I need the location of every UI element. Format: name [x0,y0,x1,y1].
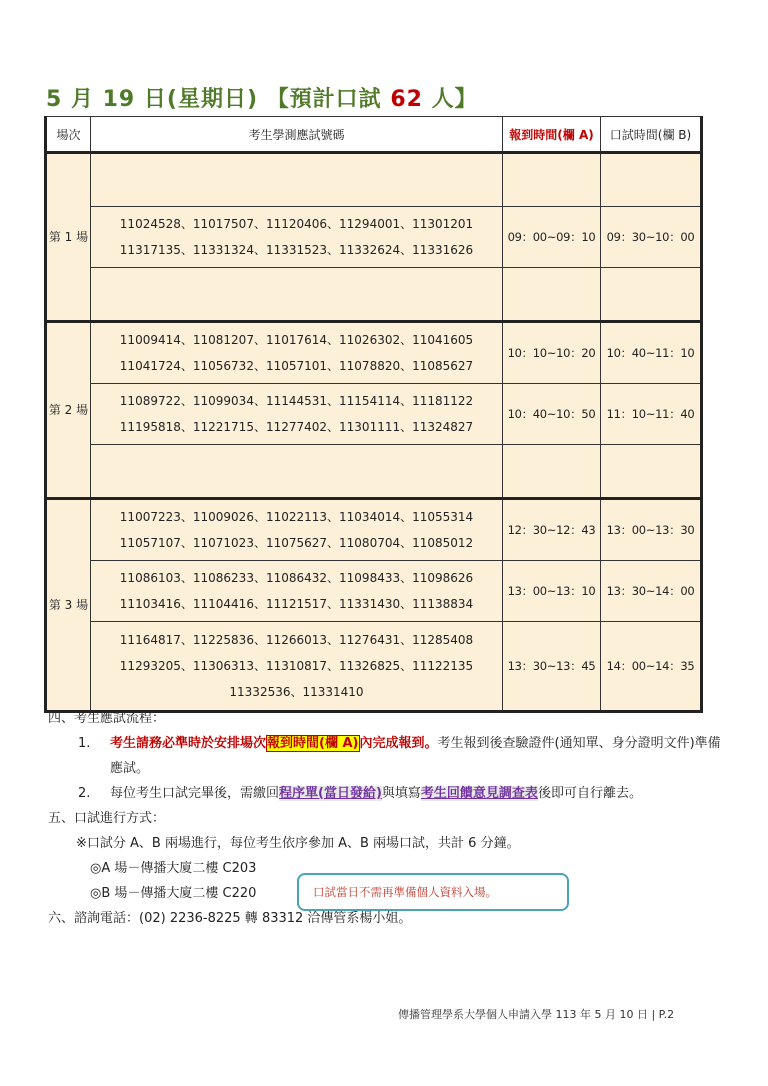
exam-ids-cell [91,268,503,322]
interview-time-cell [601,153,702,207]
exam-ids-cell [91,322,503,384]
exam-ids-line: 11007223、11009026、11022113、11034014、11055314 [119,510,474,524]
checkin-time-cell: 13：30~13：45 [503,622,601,712]
exam-ids-line: 11089722、11099034、11144531、11154114、11181122 [119,394,474,408]
table-row [46,445,702,499]
exam-ids-line: 11317135、11331324、11331523、11332624、11331626 [119,243,474,257]
interview-time-cell [601,445,702,499]
header-checkin: 報到時間(欄 A) [503,117,601,153]
exam-ids-cell [91,622,503,712]
room-a-text: ◎A 場－傳播大廈二樓 C203 [90,861,257,876]
item-1-rest: 考生報到後查驗證件(通知單、身分證明文件)準備應試。 [110,736,721,776]
schedule-table [44,116,703,713]
session-cell: 第 1 場 [46,153,91,322]
exam-ids-line: 11057107、11071023、11075627、11080704、11085012 [119,536,474,550]
item-1-highlight: 報到時間(欄 A) [267,736,359,751]
table-row [46,384,702,445]
callout-box: 口試當日不需再準備個人資料入場。 [297,873,569,911]
procedure-sheet-link[interactable]: 程序單(當日發給) [279,786,382,801]
item-2-text-a: 每位考生口試完畢後，需繳回 [110,786,280,801]
page-footer: 傳播管理學系大學個人申請入學 113 年 5 月 10 日 | P.2 [398,1008,675,1021]
section-4-heading: 四、考生應試流程： [48,711,166,726]
exam-ids-cell [91,207,503,268]
section-6-contact: 六、諮詢電話：(02) 2236-8225 轉 83312 洽傳管系楊小姐。 [48,911,412,926]
exam-ids-line: 11009414、11081207、11017614、11026302、11041605 [119,333,474,347]
interview-format-text: ※口試分 A、B 兩場進行，每位考生依序參加 A、B 兩場口試，共計 6 分鐘。 [76,836,520,851]
checkin-time-cell: 09：00~09：10 [503,207,601,268]
table-row [46,622,702,712]
checkin-time-cell [503,445,601,499]
exam-ids-cell [91,561,503,622]
interview-time-cell [601,268,702,322]
checkin-time-cell: 12：30~12：43 [503,499,601,561]
interview-time-cell: 14：00~14：35 [601,622,702,712]
exam-ids-line: 11164817、11225836、11266013、11276431、11285408 [119,633,474,647]
interview-time-cell: 13：30~14：00 [601,561,702,622]
header-session: 場次 [46,117,91,153]
table-row [46,499,702,561]
exam-ids-line: 11024528、11017507、11120406、11294001、11301201 [119,217,474,231]
checkin-time-cell: 10：40~10：50 [503,384,601,445]
exam-ids-cell [91,499,503,561]
table-row [46,561,702,622]
item-2-text-b: 與填寫 [381,786,421,801]
notes-item-1 [48,731,728,781]
table-row [46,153,702,207]
header-ids: 考生學測應試號碼 [91,117,503,153]
exam-ids-cell [91,445,503,499]
feedback-survey-link[interactable]: 考生回饋意見調查表 [420,786,538,801]
title-count: 62 [390,87,423,112]
item-1-red-text: 考生請務必準時於安排場次 [110,736,267,751]
item-1-number: 1. [78,736,91,751]
table-row [46,268,702,322]
exam-ids-line: 11195818、11221715、11277402、11301111、11324827 [119,420,474,434]
item-2-number: 2. [78,786,91,801]
exam-ids-line: 11086103、11086233、11086432、11098433、11098626 [119,571,474,585]
page-title [46,82,478,113]
exam-ids-cell [91,384,503,445]
table-row [46,207,702,268]
exam-ids-line: 11041724、11056732、11057101、11078820、11085627 [119,359,474,373]
title-suffix: 人】 [422,87,478,112]
interview-time-cell: 11：10~11：40 [601,384,702,445]
room-b-text: ◎B 場－傳播大廈二樓 C220 [90,886,257,901]
exam-ids-cell [91,153,503,207]
interview-time-cell: 13：00~13：30 [601,499,702,561]
session-cell: 第 2 場 [46,322,91,499]
checkin-time-cell [503,268,601,322]
checkin-time-cell: 10：10~10：20 [503,322,601,384]
notes-item-2 [48,781,728,806]
section-5-heading: 五、口試進行方式： [48,811,166,826]
checkin-time-cell: 13：00~13：10 [503,561,601,622]
exam-ids-line: 11293205、11306313、11310817、11326825、11122135 [119,659,474,673]
table-row [46,322,702,384]
header-interview: 口試時間(欄 B) [601,117,702,153]
checkin-time-cell [503,153,601,207]
title-prefix: 5 月 19 日(星期日) 【預計口試 [46,87,391,112]
table-header-row [46,117,702,153]
interview-time-cell: 10：40~11：10 [601,322,702,384]
session-cell: 第 3 場 [46,499,91,712]
exam-ids-line: 11103416、11104416、11121517、11331430、11138834 [119,597,474,611]
item-1-red-text-2: 內完成報到。 [359,736,438,751]
interview-time-cell: 09：30~10：00 [601,207,702,268]
item-2-text-c: 後即可自行離去。 [537,786,642,801]
exam-ids-line: 11332536、11331410 [229,685,364,699]
